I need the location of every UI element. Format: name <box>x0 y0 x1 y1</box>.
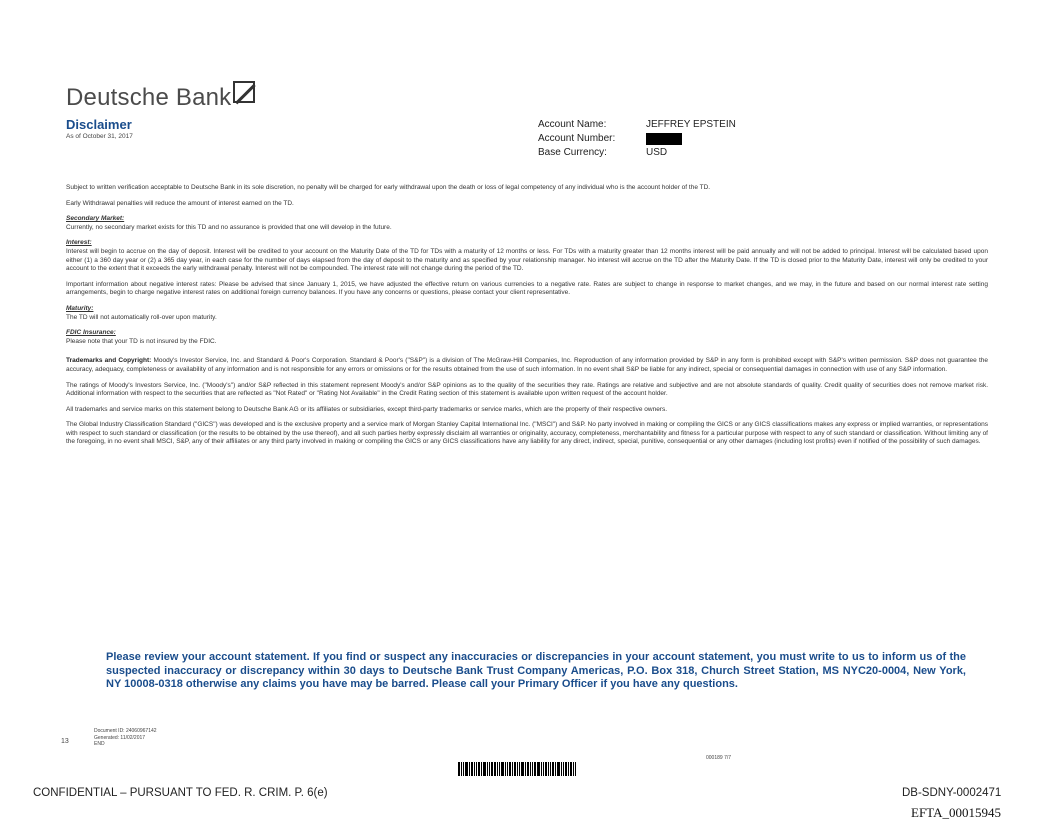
barcode-bar <box>557 762 560 776</box>
fdic-section <box>66 329 988 346</box>
barcode-bar <box>483 762 486 776</box>
barcode-bar <box>570 762 572 776</box>
barcode-icon <box>458 762 610 776</box>
barcode-bar <box>575 762 576 776</box>
brand-name: Deutsche Bank <box>66 84 232 111</box>
barcode-bar <box>563 762 564 776</box>
barcode-bar <box>532 762 533 776</box>
page-number: 13 <box>61 738 69 745</box>
trademarks-text: Moody's Investor Service, Inc. and Standard & Poor's Corporation. Standard & Poor's ("S&P") is a division of The McGraw-Hill Companies, Inc. Reproduction of any information provided by S&P in any form is prohibited except with S&P's written permission. S&P does not guarantee the accuracy, adequacy, completeness or availability of any information and is not responsible for any errors or omissions or for the results obtained from the use of such information. In no event shall S&P be liable for any indirect, special or consequential damages in connection with use of any S&P information. <box>66 357 989 373</box>
confidential-footer: CONFIDENTIAL – PURSUANT TO FED. R. CRIM. P. 6(e) <box>33 787 328 799</box>
interest-section <box>66 239 988 273</box>
barcode-bar <box>494 762 496 776</box>
barcode-bar <box>534 762 536 776</box>
barcode-bar <box>550 762 551 776</box>
account-info <box>538 118 736 160</box>
as-of-date: As of October 31, 2017 <box>66 133 133 140</box>
secondary-market-section <box>66 215 988 232</box>
secondary-market-heading: Secondary Market: <box>66 215 125 223</box>
barcode-bar <box>465 762 468 776</box>
penalty-paragraph: Early Withdrawal penalties will reduce the amount of interest earned on the TD. <box>66 199 294 207</box>
gics-paragraph: The Global Industry Classification Standard ("GICS") was developed and is the exclusive property and a service mark of Morgan Stanley Capital International Inc. ("MSCI") and S&P. No party involved in making or compiling the GICS or any GICS classifications makes any express or implied warranties, or representations with respect to such standard or classification (or the results to be obtained by the use thereof), and all such parties herby expressly disclaim all warranties or originality, accuracy, completeness, merchantability and fitness for a particular purpose with respect to any of such standard or classification. Without limiting any of the foregoing, in no event shall MSCI, S&P, any of their affiliates or any third party involved in making or compiling the GICS or any GICS classifications have any liability for any direct, indirect, special, punitive, consequential or any other damages (including lost profits) even if notified of the possibility of such damages. <box>66 421 988 446</box>
barcode-bar <box>525 762 526 776</box>
barcode-bar <box>537 762 540 776</box>
barcode-bar <box>501 762 504 776</box>
base-currency-value: USD <box>646 147 668 158</box>
barcode-bar <box>527 762 529 776</box>
account-number-label: Account Number: <box>538 133 616 144</box>
barcode-bar <box>471 762 473 776</box>
page-reference: 000189 7/7 <box>706 755 732 761</box>
maturity-section <box>66 305 988 322</box>
bates-number: DB-SDNY-0002471 <box>902 787 1002 799</box>
barcode-bar <box>509 762 511 776</box>
barcode-bar <box>517 762 518 776</box>
end-marker: END <box>94 741 105 747</box>
barcode-bar <box>541 762 542 776</box>
barcode-bar <box>491 762 493 776</box>
page-title: Disclaimer <box>66 117 132 132</box>
barcode-bar <box>561 762 562 776</box>
trademarks-ownership-paragraph: All trademarks and service marks on this statement belong to Deutsche Bank AG or its affiliates or subsidiaries, except third-party trademarks or service marks, which are the property of their respective owners. <box>66 405 668 413</box>
barcode-bar <box>478 762 480 776</box>
document-info <box>94 728 157 748</box>
negative-rates-paragraph: Important information about negative interest rates: Please be advised that since January 1, 2015, we have adjusted the effective return on various currencies to a negative rate. Rates are subject to change in response to market changes, and we may, in the future and based on our normal interest rate setting arrangements, begin to charge negative interest rates on additional foreign currency balances. If you have any concerns or questions, please contact your client representative. <box>66 280 988 297</box>
barcode-bar <box>552 762 554 776</box>
barcode-bar <box>469 762 470 776</box>
barcode-bar <box>512 762 513 776</box>
interest-heading: Interest: <box>66 239 92 247</box>
account-number-redacted <box>646 133 682 145</box>
barcode-bar <box>573 762 574 776</box>
fdic-text: Please note that your TD is not insured by the FDIC. <box>66 337 217 345</box>
barcode-bar <box>568 762 569 776</box>
secondary-market-text: Currently, no secondary market exists for this TD and no assurance is provided that one will develop in the future. <box>66 223 392 231</box>
barcode-bar <box>555 762 556 776</box>
barcode-bar <box>497 762 498 776</box>
efta-number: EFTA_00015945 <box>911 805 1001 820</box>
trademarks-lead: Trademarks and Copyright: <box>66 357 152 365</box>
barcode-bar <box>481 762 482 776</box>
barcode-bar <box>507 762 508 776</box>
account-name-value: JEFFREY EPSTEIN <box>646 119 736 130</box>
barcode-bar <box>489 762 490 776</box>
barcode-bar <box>519 762 520 776</box>
barcode-bar <box>476 762 477 776</box>
barcode-bar <box>530 762 531 776</box>
maturity-heading: Maturity: <box>66 304 94 312</box>
document-id: Document ID: 24060967142 <box>94 728 157 734</box>
base-currency-label: Base Currency: <box>538 147 607 158</box>
barcode-bar <box>514 762 516 776</box>
barcode-bar <box>505 762 506 776</box>
ratings-paragraph: The ratings of Moody's Investors Service, Inc. ("Moody's") and/or S&P reflected in this statement represent Moody's and/or S&P opinions as to the quality of the securities they rate. Ratings are relative and subjective and are not absolute standards of quality. Credit quality of securities does not remove market risk. Additional information with respect to the securities that are reflected as "Not Rated" or "Rating Not Available" in the Credit Rating section of this statement is available upon written request of the account holder. <box>66 381 988 398</box>
deutsche-bank-logo-icon <box>233 81 255 103</box>
disclaimer-body <box>66 184 988 454</box>
generated-date: Generated: 11/02/2017 <box>94 734 146 741</box>
barcode-bar <box>499 762 500 776</box>
barcode-bar <box>521 762 524 776</box>
review-notice: Please review your account statement. If you find or suspect any inaccuracies or discrepancies in your account statement, you must write to us to inform us of the suspected inaccuracy or discrepancy within 30 days to Deutsche Bank Trust Company Americas, P.O. Box 318, Church Street Station, MS NYC20-0004, New York, NY 10008-0318 otherwise any claims you have may be barred. Please call your Primary Officer if you have any questions. <box>106 651 966 691</box>
barcode-bar <box>458 762 460 776</box>
barcode-bar <box>545 762 547 776</box>
trademarks-paragraph <box>66 357 988 374</box>
barcode-bar <box>463 762 464 776</box>
account-name-label: Account Name: <box>538 119 607 130</box>
interest-text: Interest will begin to accrue on the day of deposit. Interest will be credited to your account on the Maturity Date of the TD for TDs with a maturity of 12 months or less. For TDs with a maturity greater than 12 months interest will be paid annually and will not be added to principal. Interest will be calculated based upon either (1) a 360 day year or (2) a 365 day year, in each case for the number of days elapsed from the day of deposit to the maturity and as specified by your relationship manager. No interest will accrue on the TD after the Maturity Date. If the TD is closed prior to the Maturity Date, interest will only be credited to your account to the extent that it exceeds the early withdrawal penalty. Interest will not be compounded. The interest rate will not change during the period of the TD. <box>66 247 988 273</box>
barcode-bar <box>565 762 567 776</box>
barcode-bar <box>543 762 544 776</box>
barcode-bar <box>487 762 488 776</box>
death-withdrawal-paragraph: Subject to written verification acceptable to Deutsche Bank in its sole discretion, no penalty will be charged for early withdrawal upon the death or loss of legal competency of any individual who is the account holder of the TD. <box>66 184 711 191</box>
barcode-bar <box>474 762 475 776</box>
barcode-bar <box>548 762 549 776</box>
fdic-heading: FDIC Insurance: <box>66 329 116 337</box>
barcode-bar <box>461 762 462 776</box>
maturity-text: The TD will not automatically roll-over upon maturity. <box>66 313 217 321</box>
